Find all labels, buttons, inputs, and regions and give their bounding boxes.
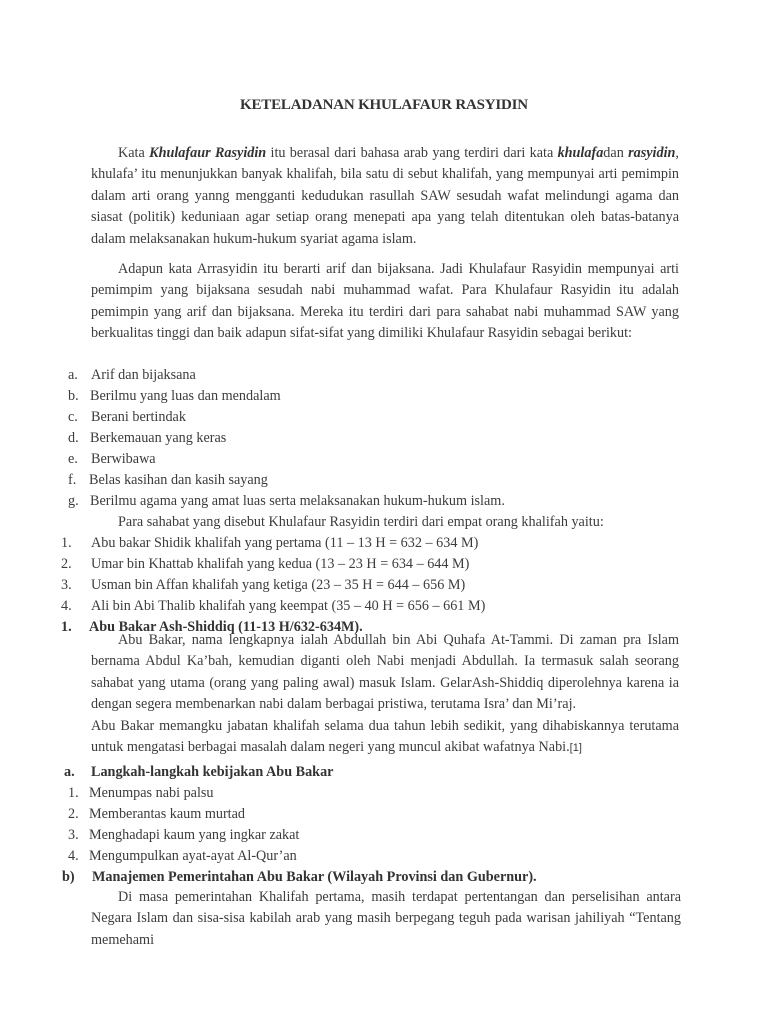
list-text: Berilmu yang luas dan mendalam — [90, 388, 281, 404]
list-item — [0, 783, 768, 804]
list-text: Umar bin Khattab khalifah yang kedua (13 – 23 H = 634 – 644 M) — [91, 556, 470, 572]
list-text: Usman bin Affan khalifah yang ketiga (23 – 35 H = 644 – 656 M) — [91, 577, 466, 593]
list-marker: 4. — [68, 848, 79, 864]
document-title: KETELADANAN KHULAFAUR RASYIDIN — [240, 97, 528, 113]
list-item — [0, 554, 768, 575]
list-marker: b. — [68, 388, 79, 404]
list-marker: 1. — [68, 785, 79, 801]
list-marker: g. — [68, 493, 79, 509]
list-item — [0, 491, 768, 512]
list-marker: f. — [68, 472, 77, 488]
list-item — [0, 533, 768, 554]
list-text: Mengumpulkan ayat-ayat Al-Qur’an — [89, 848, 297, 864]
list-item — [0, 846, 768, 867]
list-text: Belas kasihan dan kasih sayang — [89, 472, 268, 488]
paragraph-text: Adapun kata Arrasyidin itu berarti arif dan bijaksana. Jadi Khulafaur Rasyidin mempunyai arti pemimpim yang bijaksana sesudah nabi muhammad wafat. Para Khulafaur Rasyidin itu adalah pemimpin yang arif dan bijaksana. Mereka itu terdiri dari para sahabat nabi muhammad SAW yang berkualitas tinggi dan baik adapun sifat-sifat yang dimiliki Khulafaur Rasyidin sebagai berikut: — [91, 261, 679, 342]
paragraph-text: Abu Bakar memangku jabatan khalifah selama dua tahun lebih sedikit, yang dihabiskannya terutama untuk mengatasi berbagai masalah dalam negeri yang muncul akibat wafatnya Nabi. — [91, 718, 679, 756]
paragraph-text: Abu Bakar, nama lengkapnya ialah Abdullah bin Abi Quhafa At-Tammi. Di zaman pra Islam bernama Abdul Ka’bah, kemudian diganti oleh Nabi menjadi Abdullah. Ia termasuk salah seorang sahabat yang utama (orang yang paling awal) masuk Islam. GelarAsh-Shiddiq diperolehnya karena ia dengan segera membenarkan nabi dalam berbagai pristiwa, terutama Isra’ dan Mi’raj. — [91, 632, 679, 713]
list-marker: 1. — [61, 535, 72, 551]
list-item — [0, 825, 768, 846]
text-run: dan — [603, 145, 629, 161]
term-khulafa: khulafa — [557, 145, 604, 161]
subsection-b-paragraph — [91, 887, 681, 951]
list-item — [0, 428, 768, 449]
list-text: Menumpas nabi palsu — [89, 785, 214, 801]
subsection-heading-text: Langkah-langkah kebijakan Abu Bakar — [91, 764, 334, 780]
paragraph-text: Di masa pemerintahan Khalifah pertama, masih terdapat pertentangan dan perselisihan antara Negara Islam dan sisa-sisa kabilah arab yang masih berpegang teguh pada warisan jahiliyah “Tentang memehami — [91, 889, 681, 948]
list-text: Berkemauan yang keras — [90, 430, 227, 446]
subsection-marker: b) — [62, 869, 75, 885]
list-marker: 3. — [68, 827, 79, 843]
subsection-heading — [0, 867, 768, 888]
traits-list — [0, 365, 768, 512]
list-text: Arif dan bijaksana — [91, 367, 196, 383]
list-text: Memberantas kaum murtad — [89, 806, 246, 822]
list-item — [0, 365, 768, 386]
intro-paragraph — [91, 143, 679, 250]
list-text: Berani bertindak — [91, 409, 186, 425]
list-marker: 2. — [68, 806, 79, 822]
list-marker: 2. — [61, 556, 72, 572]
list-text: Berilmu agama yang amat luas serta melaksanakan hukum-hukum islam. — [90, 493, 505, 509]
term-khulafaur-rasyidin: Khulafaur Rasyidin — [149, 145, 267, 161]
list-marker: 4. — [61, 598, 72, 614]
list-item — [0, 804, 768, 825]
caliphs-intro: Para sahabat yang disebut Khulafaur Rasyidin terdiri dari empat orang khalifah yaitu: — [118, 514, 604, 530]
list-marker: a. — [68, 367, 78, 383]
list-marker: e. — [68, 451, 78, 467]
subsection-heading-text: Manajemen Pemerintahan Abu Bakar (Wilayah Provinsi dan Gubernur). — [92, 869, 537, 885]
section-marker: 1. — [61, 619, 72, 635]
list-text: Ali bin Abi Thalib khalifah yang keempat (35 – 40 H = 656 – 661 M) — [91, 598, 486, 614]
subsection-a — [0, 762, 768, 888]
list-item — [0, 596, 768, 617]
subsection-heading — [0, 762, 768, 783]
text-run: Kata — [118, 145, 150, 161]
list-item — [0, 407, 768, 428]
second-paragraph — [91, 259, 679, 345]
subsection-marker: a. — [64, 764, 75, 780]
list-text: Abu bakar Shidik khalifah yang pertama (11 – 13 H = 632 – 634 M) — [91, 535, 479, 551]
list-text: Menghadapi kaum yang ingkar zakat — [89, 827, 300, 843]
text-run: itu berasal dari bahasa arab yang terdiri dari kata — [266, 145, 558, 161]
list-item — [0, 449, 768, 470]
text-run: , khulafa’ itu menunjukkan banyak khalifah, bila satu di sebut khalifah, yang mempunyai arti pemimpin dalam arti orang yanng mengganti kedudukan rasullah SAW sesudah wafat melindungi agama dan siasat (politik) keduniaan agar setiap orang menepati apa yang telah ditentukan oleh batas-batanya dalam melaksanakan hukum-hukum syariat agama islam. — [91, 145, 679, 247]
section-heading: Abu Bakar Ash-Shiddiq (11-13 H/632-634M). — [89, 619, 363, 635]
term-rasyidin: rasyidin — [628, 145, 676, 161]
list-marker: c. — [68, 409, 78, 425]
footnote-reference-link[interactable]: [1] — [569, 742, 582, 755]
list-item — [0, 386, 768, 407]
caliphs-list — [0, 533, 768, 638]
abu-bakar-paragraph-1 — [91, 630, 679, 716]
abu-bakar-paragraph-2 — [91, 716, 679, 760]
list-item — [0, 470, 768, 491]
list-marker: d. — [68, 430, 79, 446]
list-item — [0, 575, 768, 596]
list-marker: 3. — [61, 577, 72, 593]
list-text: Berwibawa — [91, 451, 156, 467]
